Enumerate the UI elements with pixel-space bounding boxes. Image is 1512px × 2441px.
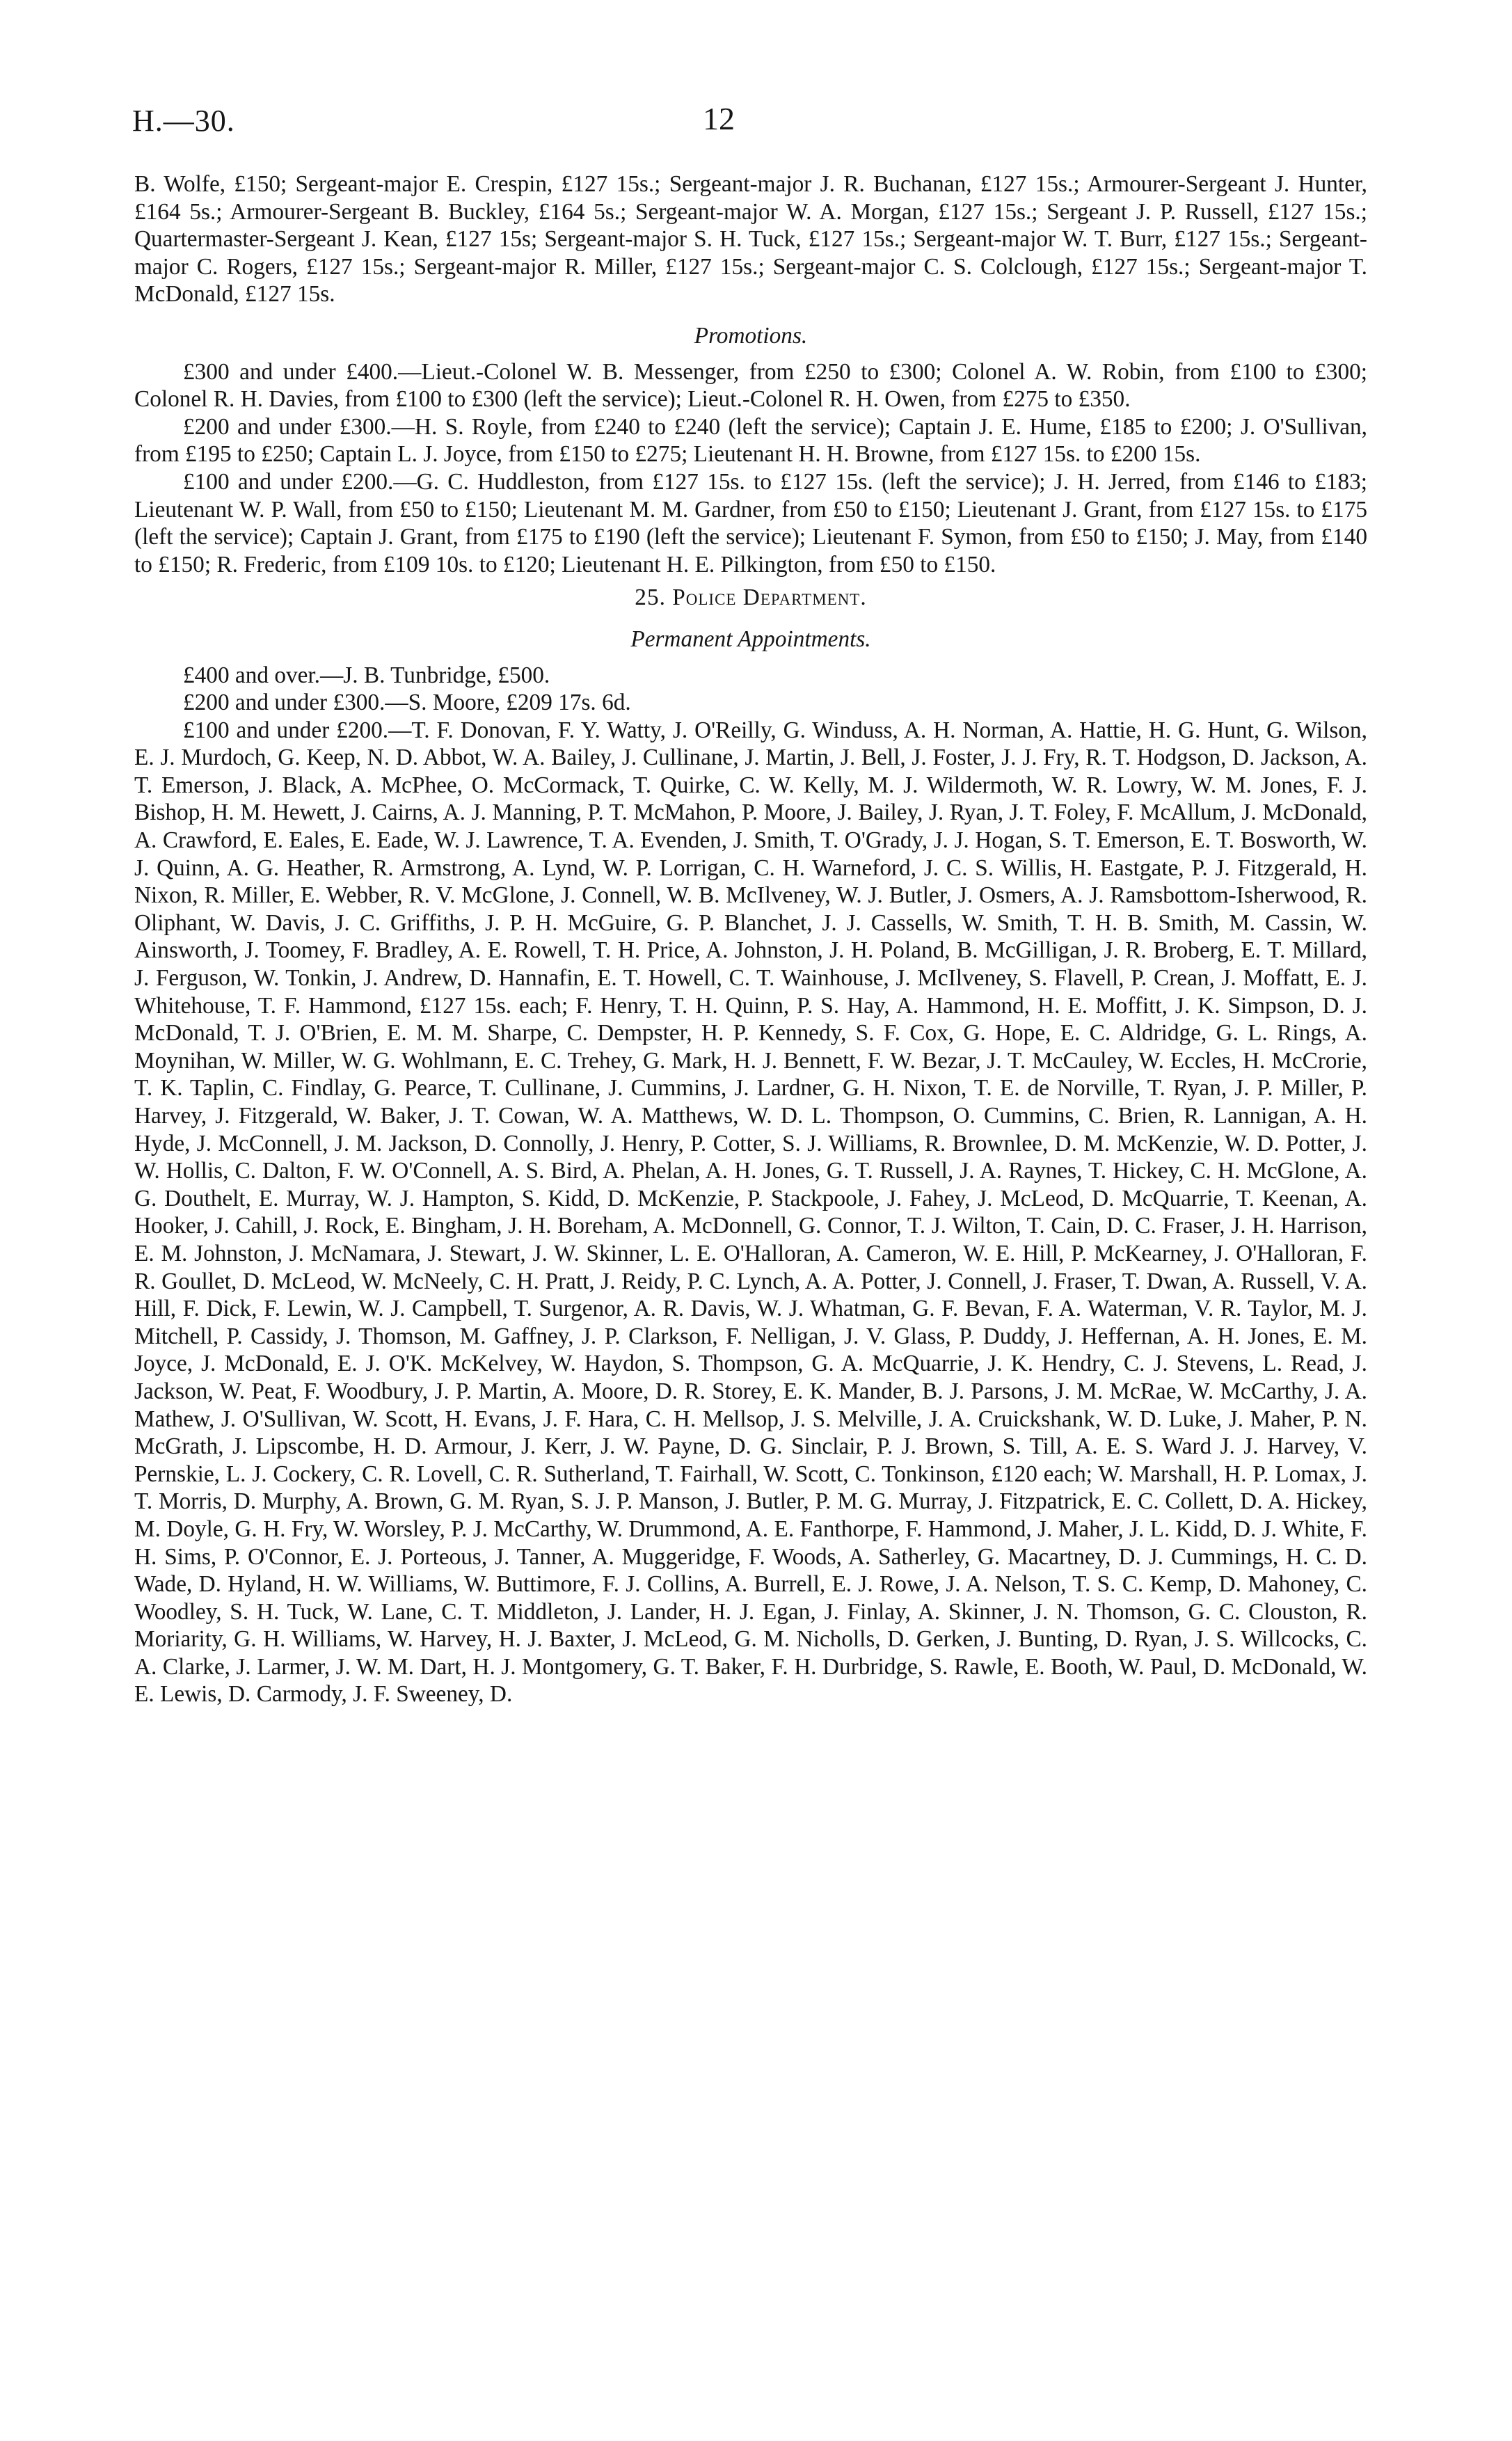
appointment-paragraph-100-200: £100 and under £200.—T. F. Donovan, F. Y. Watty, J. O'Reilly, G. Winduss, A. H. Norman, A. Hattie, H. G. Hunt, G. Wilson, E. J. Murdoch, G. Keep, N. D. Abbot, W. A. Bailey, J. Cullinane, J. Martin, J. Bell, J. Foster, J. J. Fry, R. T. Hodgson, D. Jackson, A. T. Emerson, J. Black, A. McPhee, O. McCormack, T. Quirke, C. W. Kelly, M. J. Wildermoth, W. R. Lowry, W. M. Jones, F. J. Bishop, H. M. Hewett, J. Cairns, A. J. Manning, P. T. McMahon, P. Moore, J. Bailey, J. Ryan, J. T. Foley, F. McAllum, J. McDonald, A. Crawford, E. Eales, E. Eade, W. J. Lawrence, T. A. Evenden, J. Smith, T. O'Grady, J. J. Hogan, S. T. Emerson, E. T. Bosworth, W. J. Quinn, A. G. Heather, R. Armstrong, A. Lynd, W. P. Lorrigan, C. H. Warneford, J. C. S. Willis, H. Eastgate, P. J. Fitzgerald, H. Nixon, R. Miller, E. Webber, R. V. McGlone, J. Connell, W. B. McIlveney, W. J. Butler, J. Osmers, A. J. Ramsbottom-Isherwood, R. Oliphant, W. Davis, J. C. Griffiths, J. P. H. McGuire, G. P. Blanchet, J. J. Cassells, W. Smith, T. H. B. Smith, M. Cassin, W. Ainsworth, J. Toomey, F. Bradley, A. E. Rowell, T. H. Price, A. Johnston, J. H. Poland, B. McGilligan, J. R. Broberg, E. T. Millard, J. Ferguson, W. Tonkin, J. Andrew, D. Hannafin, E. T. Howell, C. T. Wainhouse, J. McIlveney, S. Flavell, P. Crean, J. Moffatt, E. J. Whitehouse, T. F. Hammond, £127 15s. each; F. Henry, T. H. Quinn, P. S. Hay, A. Hammond, H. E. Moffitt, J. K. Simpson, D. J. McDonald, T. J. O'Brien, E. M. M. Sharpe, C. Dempster, H. P. Kennedy, S. F. Cox, G. Hope, E. C. Aldridge, G. L. Rings, A. Moynihan, W. Miller, W. G. Wohlmann, E. C. Trehey, G. Mark, H. J. Bennett, F. W. Bezar, J. T. McCauley, W. Eccles, H. McCrorie, T. K. Taplin, C. Findlay, G. Pearce, T. Cullinane, J. Cummins, J. Lardner, G. H. Nixon, T. E. de Norville, T. Ryan, J. P. Miller, P. Harvey, J. Fitzgerald, W. Baker, J. T. Cowan, W. A. Matthews, W. D. L. Thompson, O. Cummins, C. Brien, R. Lannigan, A. H. Hyde, J. McConnell, J. M. Jackson, D. Connolly, J. Henry, P. Cotter, S. J. Williams, R. Brownlee, D. M. McKenzie, W. D. Potter, J. W. Hollis, C. Dalton, F. W. O'Connell, A. S. Bird, A. Phelan, A. H. Jones, G. T. Russell, J. A. Raynes, T. Hickey, C. H. McGlone, A. G. Douthelt, E. Murray, W. J. Hampton, S. Kidd, D. McKenzie, P. Stackpoole, J. Fahey, J. McLeod, D. McQuarrie, T. Keenan, A. Hooker, J. Cahill, J. Rock, E. Bingham, J. H. Boreham, A. McDonnell, G. Connor, T. J. Wilton, T. Cain, D. C. Fraser, J. H. Harrison, E. M. Johnston, J. McNamara, J. Stewart, J. W. Skinner, L. E. O'Halloran, A. Cameron, W. E. Hill, P. McKearney, J. O'Halloran, F. R. Goullet, D. McLeod, W. McNeely, C. H. Pratt, J. Reidy, P. C. Lynch, A. A. Potter, J. Connell, J. Fraser, T. Dwan, A. Russell, V. A. Hill, F. Dick, F. Lewin, W. J. Campbell, T. Surgenor, A. R. Davis, W. J. Whatman, G. F. Bevan, F. A. Waterman, V. R. Taylor, M. J. Mitchell, P. Cassidy, J. Thomson, M. Gaffney, J. P. Clarkson, F. Nelligan, J. V. Glass, P. Duddy, J. Heffernan, A. H. Jones, E. M. Joyce, J. McDonald, E. J. O'K. McKelvey, W. Haydon, S. Thompson, G. A. McQuarrie, J. K. Hendry, C. J. Stevens, L. Read, J. Jackson, W. Peat, F. Woodbury, J. P. Martin, A. Moore, D. R. Storey, E. K. Mander, B. J. Parsons, J. M. McRae, W. McCarthy, J. A. Mathew, J. O'Sullivan, W. Scott, H. Evans, J. F. Hara, C. H. Mellsop, J. S. Melville, J. A. Cruickshank, W. D. Luke, J. Maher, P. N. McGrath, J. Lipscombe, H. D. Armour, J. Kerr, J. W. Payne, D. G. Sinclair, P. J. Brown, S. Till, A. E. S. Ward J. J. Harvey, V. Pernskie, L. J. Cockery, C. R. Lovell, C. R. Sutherland, T. Fairhall, W. Scott, C. Tonkinson, £120 each; W. Marshall, H. P. Lomax, J. T. Morris, D. Murphy, A. Brown, G. M. Ryan, S. J. P. Manson, J. Butler, P. M. G. Murray, J. Fitzpatrick, E. C. Collett, D. A. Hickey, M. Doyle, G. H. Fry, W. Worsley, P. J. McCarthy, W. Drummond, A. E. Fanthorpe, F. Hammond, J. Maher, J. L. Kidd, D. J. White, F. H. Sims, P. O'Connor, E. J. Porteous, J. Tanner, A. Muggeridge, F. Woods, A. Satherley, G. Macartney, D. J. Cummings, H. C. D. Wade, D. Hyland, H. W. Williams, W. Buttimore, F. J. Collins, A. Burrell, E. J. Rowe, J. A. Nelson, T. S. C. Kemp, D. Mahoney, C. Woodley, S. H. Tuck, W. Lane, C. T. Middleton, J. Lander, H. J. Egan, J. Finlay, A. Skinner, J. N. Thomson, G. C. Clouston, R. Moriarity, G. H. Williams, W. Harvey, H. J. Baxter, J. McLeod, G. M. Nicholls, D. Gerken, J. Bunting, D. Ryan, J. S. Willcocks, C. A. Clarke, J. Larmer, J. W. M. Dart, H. J. Montgomery, G. T. Baker, F. H. Durbridge, S. Rawle, E. Booth, W. Paul, D. McDonald, W. E. Lewis, D. Carmody, J. F. Sweeney, D. (134, 717, 1367, 1708)
appointment-paragraph-400-over: £400 and over.—J. B. Tunbridge, £500. (183, 662, 550, 688)
promotion-paragraph-100-200: £100 and under £200.—G. C. Huddleston, from £127 15s. to £127 15s. (left the service); J. H. Jerred, from £146 to £183; Lieutenant W. P. Wall, from £50 to £150; Lieutenant M. M. Gardner, from £50 to £150; Lieutenant J. Grant, from £127 15s. to £175 (left the service); Captain J. Grant, from £175 to £190 (left the service); Lieutenant F. Symon, from £50 to £150; J. May, from £140 to £150; R. Frederic, from £109 10s. to £120; Lieutenant H. E. Pilkington, from £50 to £150. (134, 468, 1367, 578)
police-section-heading (134, 584, 1367, 612)
document-code: H.—30. (132, 104, 235, 138)
permanent-appointments-heading: Permanent Appointments. (630, 626, 871, 652)
opening-paragraph: B. Wolfe, £150; Sergeant-major E. Crespin, £127 15s.; Sergeant-major J. R. Buchanan, £127 15s.; Armourer-Sergeant J. Hunter, £164 5s.; Armourer-Sergeant B. Buckley, £164 5s.; Sergeant-major W. A. Morgan, £127 15s.; Sergeant J. P. Russell, £127 15s.; Quartermaster-Sergeant J. Kean, £127 15s; Sergeant-major S. H. Tuck, £127 15s.; Sergeant-major W. T. Burr, £127 15s.; Sergeant-major C. Rogers, £127 15s.; Sergeant-major R. Miller, £127 15s.; Sergeant-major C. S. Colclough, £127 15s.; Sergeant-major T. McDonald, £127 15s. (134, 171, 1367, 308)
promotion-paragraph-200-300: £200 and under £300.—H. S. Royle, from £240 to £240 (left the service); Captain J. E. Hume, £185 to £200; J. O'Sullivan, from £195 to £250; Captain L. J. Joyce, from £150 to £275; Lieutenant H. H. Browne, from £127 15s. to £200 15s. (134, 413, 1367, 468)
page-number: 12 (703, 101, 735, 136)
running-head (132, 103, 1371, 145)
section-number: 25. (635, 585, 666, 611)
promotion-paragraph-300-400: £300 and under £400.—Lieut.-Colonel W. B. Messenger, from £250 to £300; Colonel A. W. Robin, from £100 to £300; Colonel R. H. Davies, from £100 to £300 (left the service); Lieut.-Colonel R. H. Owen, from £275 to £350. (134, 358, 1367, 413)
appointment-paragraph-200-300: £200 and under £300.—S. Moore, £209 17s. 6d. (183, 690, 631, 716)
promotions-heading: Promotions. (694, 322, 808, 349)
section-title: Police Department. (672, 585, 867, 611)
page-body (134, 170, 1367, 1708)
